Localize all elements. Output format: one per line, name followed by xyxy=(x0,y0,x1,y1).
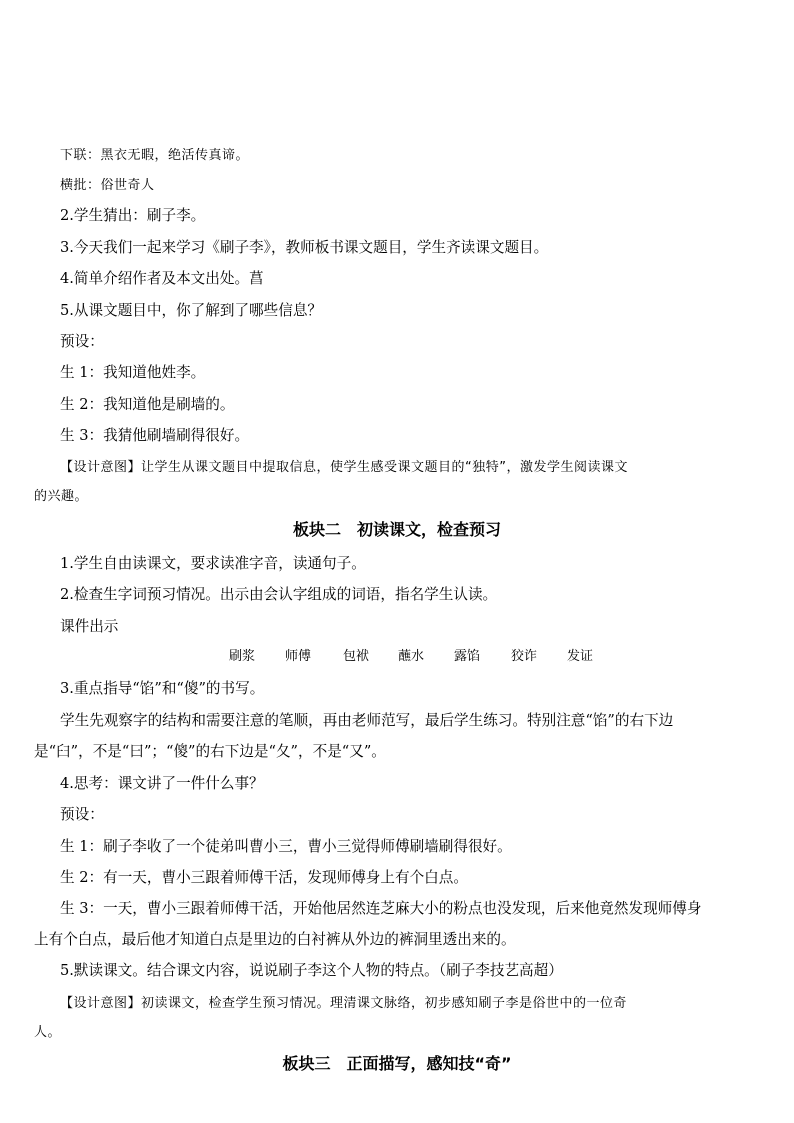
courseware-label: 课件出示 xyxy=(60,618,119,635)
sec2-step-5: 5.默读课文。结合课文内容，说说刷子李这个人物的特点。（刷子李技艺高超） xyxy=(60,962,563,979)
sec2-answer-3-cont: 上有个白点，最后他才知道白点是里边的白衬裤从外边的裤洞里透出来的。 xyxy=(34,931,516,948)
preset-label: 预设： xyxy=(60,333,104,350)
step-2: 2.学生猜出：刷子李。 xyxy=(60,207,206,224)
vocab-word: 包袱 xyxy=(343,649,370,664)
section-heading-2: 板块二 初读课文，检查预习 xyxy=(292,520,501,539)
vocab-word: 师傅 xyxy=(285,649,312,664)
writing-guidance-cont: 是“臼”，不是“曰”；“傻”的右下边是“夂”，不是“又”。 xyxy=(34,743,386,760)
couplet-second-line: 下联：黑衣无暇，绝活传真谛。 xyxy=(60,148,250,163)
sec2-answer-3: 生 3：一天，曹小三跟着师傅干活，开始他居然连芝麻大小的粉点也没发现，后来他竟然发现师傅身 xyxy=(60,900,702,917)
sec2-step-3: 3.重点指导“馅”和“傻”的书写。 xyxy=(60,680,265,697)
preset-label-2: 预设： xyxy=(60,806,104,823)
step-5: 5.从课文题目中，你了解到了哪些信息？ xyxy=(60,302,323,319)
student-answer-1: 生 1：我知道他姓李。 xyxy=(60,364,206,381)
sec2-step-4: 4.思考：课文讲了一件什么事？ xyxy=(60,775,264,792)
sec2-step-2: 2.检查生字词预习情况。出示由会认字组成的词语，指名学生认读。 xyxy=(60,586,498,603)
vocab-word: 狡诈 xyxy=(511,649,538,664)
step-4: 4.简单介绍作者及本文出处。菖 xyxy=(60,270,264,287)
student-answer-3: 生 3：我猜他刷墙刷得很好。 xyxy=(60,427,250,444)
couplet-horizontal-scroll: 横批：俗世奇人 xyxy=(60,178,155,193)
sec2-answer-1: 生 1：刷子李收了一个徒弟叫曹小三，曹小三觉得师傅刷墙刷得很好。 xyxy=(60,838,512,855)
writing-guidance: 学生先观察字的结构和需要注意的笔顺，再由老师范写，最后学生练习。特别注意“馅”的右下边 xyxy=(60,712,674,729)
design-intent-1-cont: 的兴趣。 xyxy=(34,489,89,504)
vocab-word: 发证 xyxy=(567,649,594,664)
vocab-word: 刷浆 xyxy=(229,649,256,664)
design-intent-2: 【设计意图】初读课文，检查学生预习情况。理清课文脉络，初步感知刷子李是俗世中的一位奇 xyxy=(60,996,628,1011)
design-intent-2-cont: 人。 xyxy=(34,1025,62,1040)
vocab-word: 蘸水 xyxy=(398,649,425,664)
sec2-answer-2: 生 2：有一天，曹小三跟着师傅干活，发现师傅身上有个白点。 xyxy=(60,869,468,886)
vocab-word: 露馅 xyxy=(454,649,481,664)
sec2-step-1: 1.学生自由读课文，要求读准字音，读通句子。 xyxy=(60,555,366,572)
design-intent-1: 【设计意图】让学生从课文题目中提取信息，使学生感受课文题目的“独特”，激发学生阅读课文 xyxy=(60,460,628,475)
step-3: 3.今天我们一起来学习《刷子李》，教师板书课文题目，学生齐读课文题目。 xyxy=(60,239,549,256)
student-answer-2: 生 2：我知道他是刷墙的。 xyxy=(60,396,235,413)
section-heading-3: 板块三 正面描写，感知技“奇” xyxy=(282,1054,512,1073)
